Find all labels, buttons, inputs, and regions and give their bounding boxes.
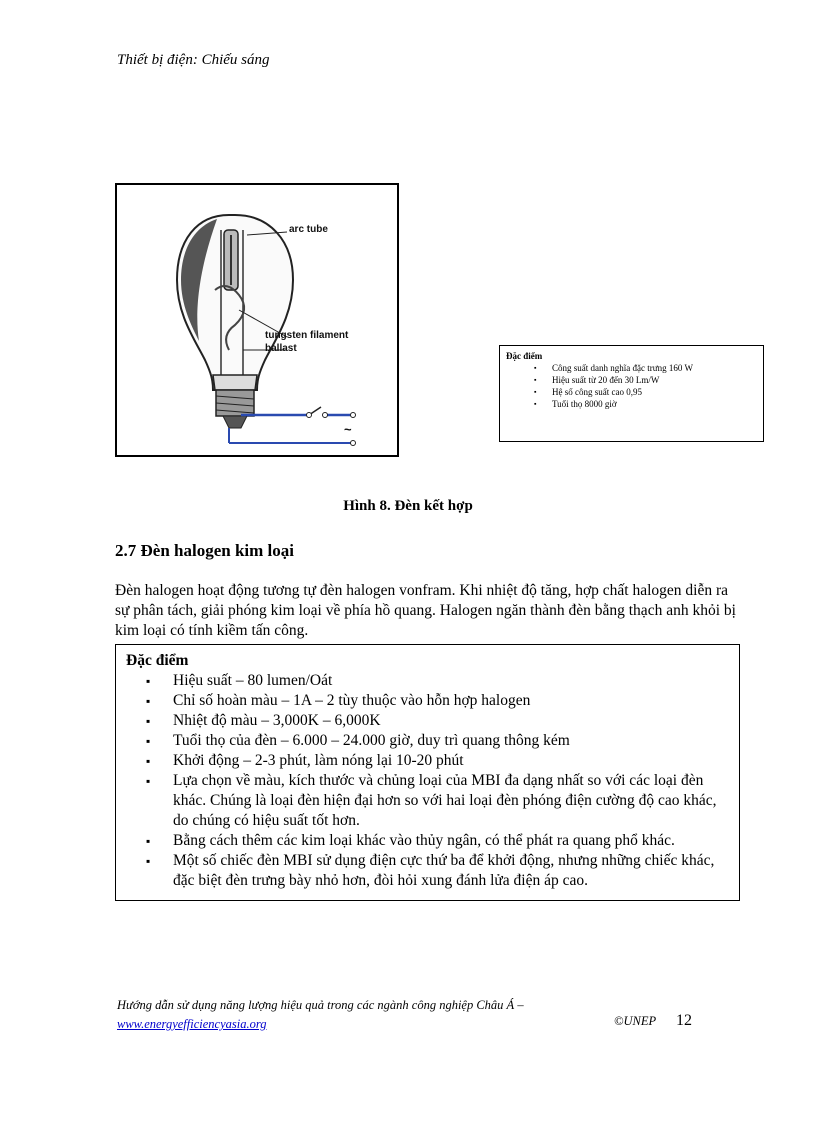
list-item: ▪ Khởi động – 2-3 phút, làm nóng lại 10-20 phút — [126, 751, 729, 771]
list-item: ▪ Nhiệt độ màu – 3,000K – 6,000K — [126, 711, 729, 731]
features-box — [115, 644, 740, 901]
figure-caption: Hình 8. Đèn kết hợp — [343, 498, 473, 514]
section-paragraph: Đèn halogen hoạt động tương tự đèn halogen vonfram. Khi nhiệt độ tăng, hợp chất halogen diễn ra sự phân tách, giải phóng kim loại về phía hồ quang. Halogen ngăn thành đèn bằng thạch anh khỏi bị kim loại có tính kiềm tấn công. — [115, 582, 736, 639]
list-item: ▪ Lựa chọn về màu, kích thước và chủng loại của MBI đa dạng nhất so với các loại đèn khác. Chúng là loại đèn hiện đại hơn so với hai loại đèn phóng điện cường độ cao khác, do chúng có hiệu suất tốt hơn. — [126, 771, 729, 831]
figure-specs-list — [506, 362, 757, 410]
footer — [117, 996, 524, 1034]
features-title: Đặc điểm — [126, 652, 189, 669]
list-item: ▪ Một số chiếc đèn MBI sử dụng điện cực thứ ba để khởi động, nhưng những chiếc khác, đặc biệt đèn trưng bày nhỏ hơn, đòi hỏi xung đánh lửa điện áp cao. — [126, 851, 729, 891]
footer-website-link[interactable]: www.energyefficiencyasia.org — [117, 1017, 267, 1031]
lamp-figure — [115, 183, 399, 457]
section-title: 2.7 Đèn halogen kim loại — [115, 541, 294, 560]
list-item: ▪ Hiệu suất từ 20 đến 30 Lm/W — [534, 374, 757, 386]
page-number: 12 — [676, 1012, 692, 1029]
list-item: ▪ Công suất danh nghĩa đặc trưng 160 W — [534, 362, 757, 374]
list-item: ▪ Chỉ số hoàn màu – 1A – 2 tùy thuộc vào hỗn hợp halogen — [126, 691, 729, 711]
figure-specs-box — [499, 345, 764, 442]
list-item: ▪ Hệ số công suất cao 0,95 — [534, 386, 757, 398]
ac-symbol: ~ — [344, 422, 352, 437]
list-item: ▪ Tuổi thọ của đèn – 6.000 – 24.000 giờ, duy trì quang thông kém — [126, 731, 729, 751]
features-list — [126, 671, 729, 891]
label-ballast: ballast — [265, 343, 297, 354]
footer-guide-title: Hướng dẫn sử dụng năng lượng hiệu quả trong các ngành công nghiệp Châu Á – — [117, 998, 524, 1012]
figure-specs-title: Đặc điểm — [506, 351, 543, 361]
label-arc-tube: arc tube — [289, 224, 328, 235]
footer-copyright: ©UNEP — [614, 1014, 657, 1028]
running-header: Thiết bị điện: Chiếu sáng — [117, 52, 270, 68]
list-item: ▪ Tuổi thọ 8000 giờ — [534, 398, 757, 410]
lamp-illustration — [117, 185, 397, 455]
label-tungsten-filament: tungsten filament — [265, 330, 349, 341]
list-item: ▪ Bằng cách thêm các kim loại khác vào thủy ngân, có thể phát ra quang phổ khác. — [126, 831, 729, 851]
list-item: ▪ Hiệu suất – 80 lumen/Oát — [126, 671, 729, 691]
